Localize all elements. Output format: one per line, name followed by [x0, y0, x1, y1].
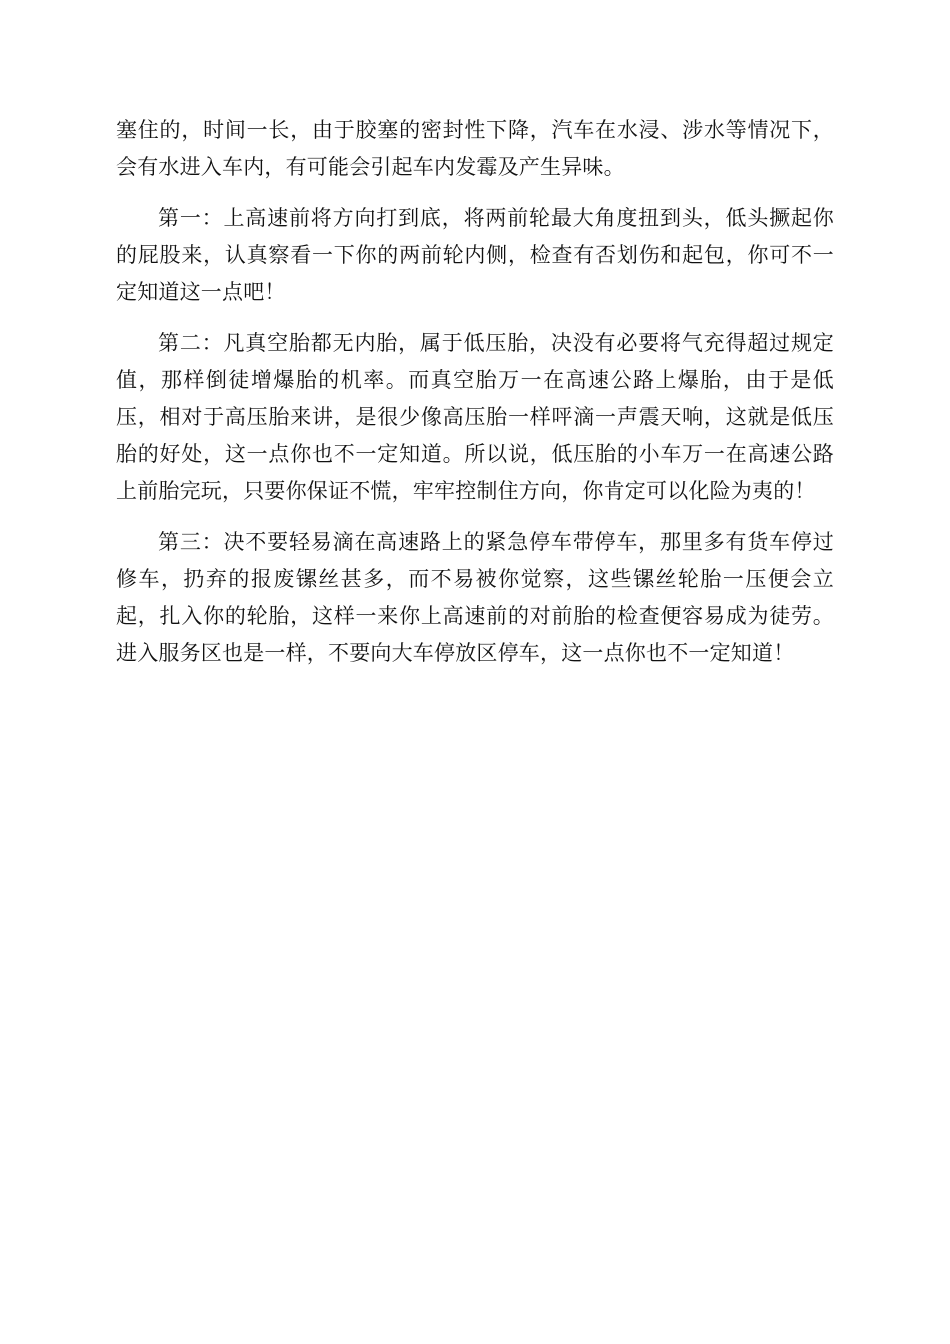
paragraph-second-tip: 第二：凡真空胎都无内胎，属于低压胎，决没有必要将气充得超过规定值，那样倒徒增爆胎的机率。而真空胎万一在高速公路上爆胎，由于是低压，相对于高压胎来讲，是很少像高压胎一样呯滴一声震天响，这就是低压胎的好处，这一点你也不一定知道。所以说，低压胎的小车万一在高速公路上前胎完玩，只要你保证不慌，牢牢控制住方向，你肯定可以化险为夷的！: [116, 331, 834, 503]
paragraph-continuation: 塞住的，时间一长，由于胶塞的密封性下降，汽车在水浸、涉水等情况下，会有水进入车内，有可能会引起车内发霉及产生异味。: [116, 118, 834, 179]
document-body: [116, 112, 834, 686]
paragraph-first-tip: 第一：上高速前将方向打到底，将两前轮最大角度扭到头，低头撅起你的屁股来，认真察看一下你的两前轮内侧，检查有否划伤和起包，你可不一定知道这一点吧！: [116, 206, 834, 304]
paragraph-third-tip: 第三：决不要轻易滴在高速路上的紧急停车带停车，那里多有货车停过修车，扔弃的报废镙丝甚多，而不易被你觉察，这些镙丝轮胎一压便会立起，扎入你的轮胎，这样一来你上高速前的对前胎的检查便容易成为徒劳。进入服务区也是一样，不要向大车停放区停车，这一点你也不一定知道！: [116, 530, 834, 665]
